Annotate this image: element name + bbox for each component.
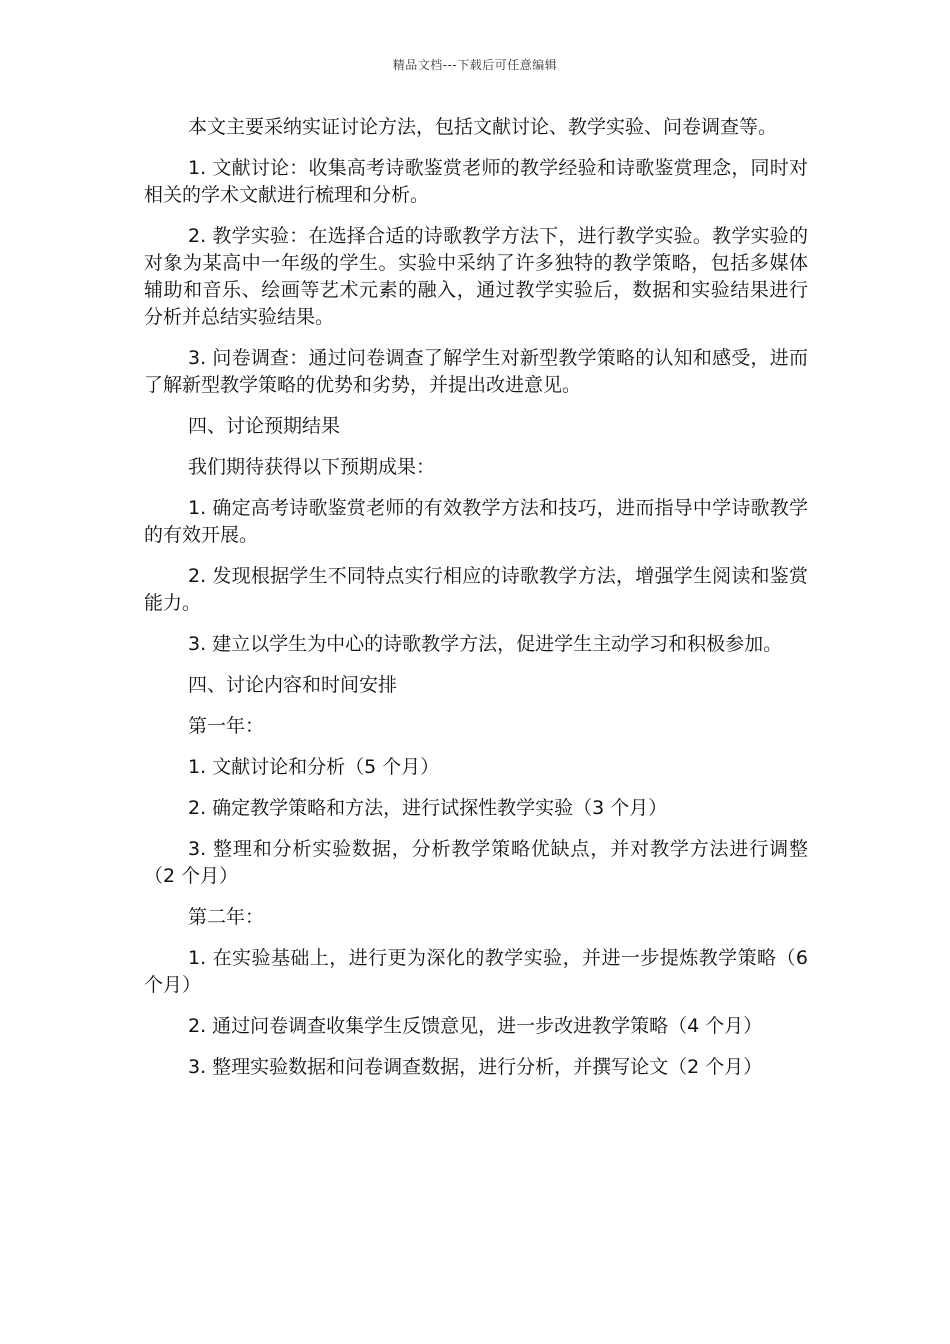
year-two-label: 第二年： [188,906,265,928]
year-two-item-1: 1. 在实验基础上，进行更为深化的教学实验，并进一步提炼教学策略（6 个月） [144,947,808,996]
year-two-item-2: 2. 通过问卷调查收集学生反馈意见，进一步改进教学策略（4 个月） [188,1015,763,1037]
document-body [144,114,808,1095]
paragraph-experiment: 2. 教学实验：在选择合适的诗歌教学方法下，进行教学实验。教学实验的对象为某高中一年级的学生。实验中采纳了许多独特的教学策略，包括多媒体辅助和音乐、绘画等艺术元素的融入，通过教学实验后，数据和实验结果进行分析并总结实验结果。 [144,225,808,328]
paragraph-result-1: 1. 确定高考诗歌鉴赏老师的有效教学方法和技巧，进而指导中学诗歌教学的有效开展。 [144,497,808,546]
paragraph-result-3: 3. 建立以学生为中心的诗歌教学方法，促进学生主动学习和积极参加。 [188,633,783,655]
year-one-label: 第一年： [188,715,265,737]
year-one-item-2: 2. 确定教学策略和方法，进行试探性教学实验（3 个月） [188,797,668,819]
year-two-item-3: 3. 整理实验数据和问卷调查数据，进行分析，并撰写论文（2 个月） [188,1056,763,1078]
year-one-item-3: 3. 整理和分析实验数据，分析教学策略优缺点，并对教学方法进行调整（2 个月） [144,838,808,887]
section-heading-schedule: 四、讨论内容和时间安排 [188,674,398,696]
page-header: 精品文档---下载后可任意编辑 [392,58,558,72]
paragraph-literature: 1. 文献讨论：收集高考诗歌鉴赏老师的教学经验和诗歌鉴赏理念，同时对相关的学术文献进行梳理和分析。 [144,157,808,206]
section-heading-results: 四、讨论预期结果 [188,415,341,437]
paragraph-survey: 3. 问卷调查：通过问卷调查了解学生对新型教学策略的认知和感受，进而了解新型教学策略的优势和劣势，并提出改进意见。 [144,347,808,396]
paragraph-result-2: 2. 发现根据学生不同特点实行相应的诗歌教学方法，增强学生阅读和鉴赏能力。 [144,565,808,614]
paragraph-results-intro: 我们期待获得以下预期成果： [188,456,436,478]
year-one-item-1: 1. 文献讨论和分析（5 个月） [188,756,440,778]
paragraph-method-intro: 本文主要采纳实证讨论方法，包括文献讨论、教学实验、问卷调查等。 [188,116,778,138]
